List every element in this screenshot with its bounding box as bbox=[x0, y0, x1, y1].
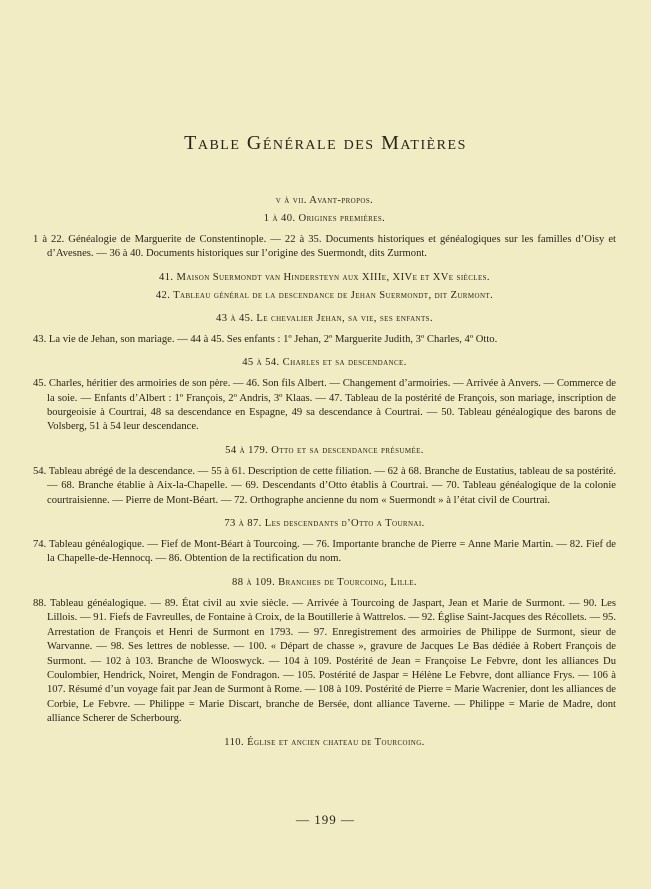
toc-paragraph: 54. Tableau abrégé de la descendance. — 55 à 61. Description de cette filiation. — 62 à 68. Branche de Eustatius, tableau de sa postérité. — 68. Branche établie à Aix-la-Chapelle. — 69. Descendants d’Otto établis à Courtrai. — 70. Tableau généalogique de la colonie courtraisienne. — Pierre de Mont-Béart. — 72. Orthographe ancienne du nom « Suermondt » à l’état civil de Courtrai. bbox=[33, 465, 616, 506]
section-heading: 45 à 54. Charles et sa descendance. bbox=[242, 357, 407, 369]
section-heading: 73 à 87. Les descendants d’Otto a Tournai. bbox=[224, 518, 425, 530]
toc-paragraph: 45. Charles, héritier des armoiries de son père. — 46. Son fils Albert. — Changement d’armoiries. — Arrivée à Anvers. — Commerce de la soie. — Enfants d’Albert : 1º François, 2º Andris, 3º Klaas. — 47. Tableau de la postérité de François, son mariage, inscription de bourgeoisie à Courtrai, 48 sa descendance en Espagne, 49 sa descendance à Courtrai. — 50. Tableau généalogique des barons de Volsberg, 51 à 54 leur descendance. bbox=[33, 378, 616, 433]
toc-paragraph: 43. La vie de Jehan, son mariage. — 44 à 45. Ses enfants : 1º Jehan, 2º Marguerite Judith, 3º Charles, 4º Otto. bbox=[33, 333, 498, 345]
table-of-contents bbox=[33, 190, 616, 750]
section-heading: 42. Tableau général de la descendance de Jehan Suermondt, dit Zurmont. bbox=[155, 289, 494, 301]
page-title: Table Générale des Matières bbox=[184, 132, 467, 154]
section-heading: 110. Église et ancien chateau de Tourcoing. bbox=[224, 736, 425, 748]
section-heading: 43 à 45. Le chevalier Jehan, sa vie, ses enfants. bbox=[216, 312, 433, 324]
section-heading: 41. Maison Suermondt van Hindersteyn aux XIIIe, XIVe et XVe siècles. bbox=[159, 271, 490, 283]
toc-paragraph: 88. Tableau généalogique. — 89. État civil au xvie siècle. — Arrivée à Tourcoing de Jaspart, Jean et Marie de Surmont. — 90. Les Lillois. — 91. Fiefs de Favreulles, de Fontaine à Croix, de la Boutillerie à Wattrelos. — 92. Église Saint-Jacques des Récollets. — 95. Arrestation de François et Henri de Surmont en 1793. — 97. Enregistrement des armoiries de Philippe de Surmont, sieur de Warvanne. — 98. Ses lettres de noblesse. — 100. « Départ de chasse », gravure de Jacques Le Bas dédiée à Robert François de Surmont. — 102 à 103. Branche de Wlooswyck. — 104 à 109. Postérité de Jean = Françoise Le Febvre, dont les alliances Du Coulombier, Hendrick, Noiret, Mengin de Fondragon. — 105. Postérité de Jaspar = Hélène Le Febvre, dont alliance Frys. — 106 à 107. Résumé d’un voyage fait par Jean de Surmont à Rome. — 108 à 109. Postérité de Pierre = Marie Wacrenier, dont les alliances de Corbie, Le Febvre. — Philippe = Marie Discart, branche de Bersée, dont alliance Taverne. — Philippe = Marie de Madre, dont alliance Scherer de Scherbourg. bbox=[33, 597, 616, 725]
section-heading: 88 à 109. Branches de Tourcoing, Lille. bbox=[232, 576, 417, 588]
section-heading: 1 à 40. Origines premières. bbox=[263, 213, 386, 224]
toc-paragraph: 1 à 22. Généalogie de Marguerite de Constentinople. — 22 à 35. Documents historiques et généalogiques sur les familles d’Oisy et d’Avesnes. — 36 à 40. Documents historiques sur l’origine des Suermondt, dits Zurmont. bbox=[33, 234, 616, 260]
section-heading: v à vii. Avant-propos. bbox=[275, 195, 374, 206]
section-heading: 54 à 179. Otto et sa descendance présumée. bbox=[225, 444, 424, 456]
page-number: — 199 — bbox=[296, 812, 355, 827]
toc-paragraph: 74. Tableau généalogique. — Fief de Mont-Béart à Tourcoing. — 76. Importante branche de Pierre = Anne Marie Martin. — 82. Fief de la Chapelle-de-Hennocq. — 86. Obtention de la rectification du nom. bbox=[33, 539, 616, 565]
